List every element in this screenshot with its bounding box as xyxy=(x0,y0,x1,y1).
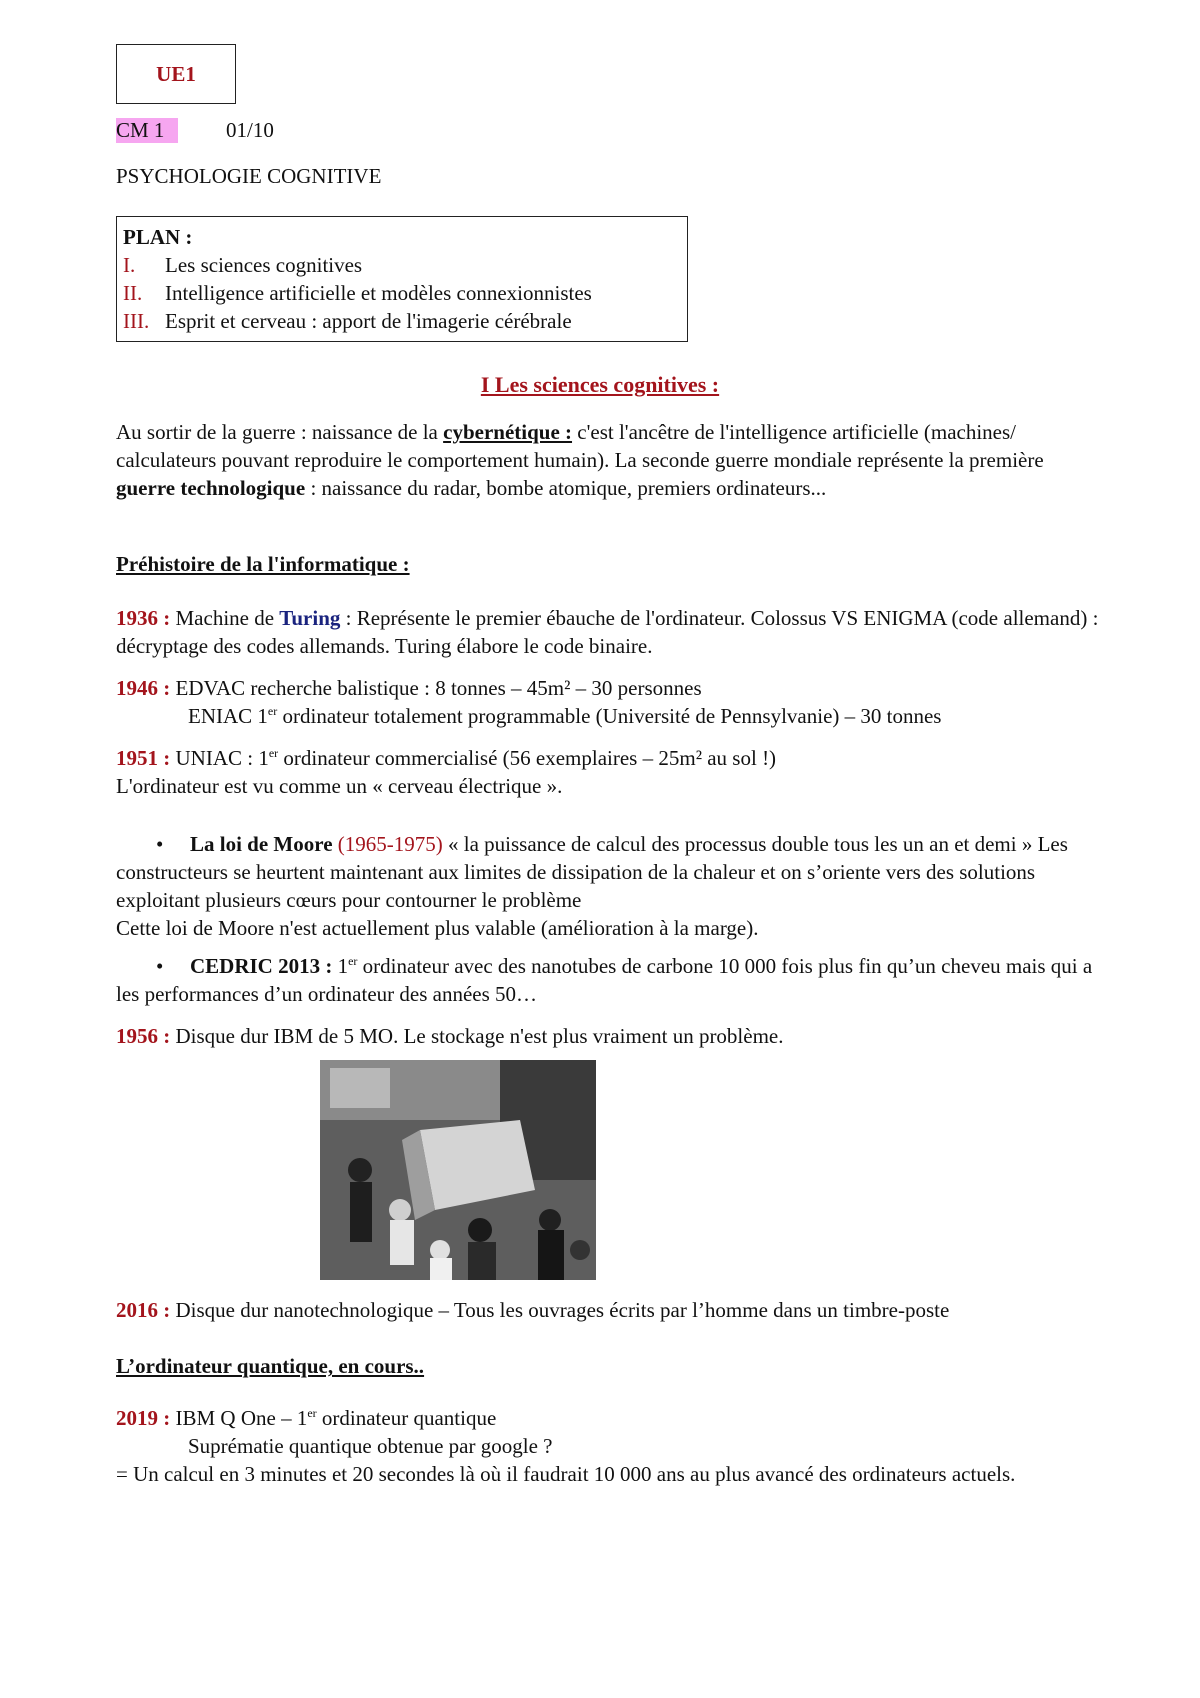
plan-item-1: I. Les sciences cognitives xyxy=(123,253,363,277)
subject-title: PSYCHOLOGIE COGNITIVE xyxy=(116,164,382,188)
moore-law-item: • La loi de Moore (1965-1975) « la puissance de calcul des processus double tous les un an et demi » Les constructeurs se heurtent maintenant aux limites de dissipation de la chaleur et on s’oriente vers des solutions exploitant plusieurs cœurs pour contourner le problème Cette loi de Moore n'est actuellement plus valable (amélioration à la marge). xyxy=(116,832,1068,940)
quantum-heading: L’ordinateur quantique, en cours.. xyxy=(116,1354,425,1378)
ue-label-box xyxy=(116,44,236,104)
entry-2016: 2016 : Disque dur nanotechnologique – Tous les ouvrages écrits par l’homme dans un timbre-poste xyxy=(116,1298,950,1322)
plan-title: PLAN : xyxy=(123,225,193,249)
plan-item-3: III. Esprit et cerveau : apport de l'imagerie cérébrale xyxy=(123,309,572,333)
entry-1936: 1936 : Machine de Turing : Représente le premier ébauche de l'ordinateur. Colossus VS ENIGMA (code allemand) : décryptage des codes allemands. Turing élabore le code binaire. xyxy=(116,606,1099,658)
entry-2019: 2019 : IBM Q One – 1er ordinateur quantique Suprématie quantique obtenue par google ? = Un calcul en 3 minutes et 20 secondes là où il faudrait 10 000 ans au plus avancé des ordinateurs actuels. xyxy=(116,1406,1016,1486)
intro-paragraph: Au sortir de la guerre : naissance de la cybernétique : c'est l'ancêtre de l'intelligence artificielle (machines/ calculateurs pouvant reproduire le comportement humain). La seconde guerre mondiale représente la première guerre technologique : naissance du radar, bombe atomique, premiers ordinateurs... xyxy=(116,420,1044,500)
entry-1956: 1956 : Disque dur IBM de 5 MO. Le stockage n'est plus vraiment un problème. xyxy=(116,1024,784,1048)
plan-item-2: II. Intelligence artificielle et modèles connexionnistes xyxy=(123,281,592,305)
cm-date: 01/10 xyxy=(226,118,274,142)
plan-box xyxy=(116,216,688,342)
ibm-disk-photo xyxy=(320,1060,596,1280)
entry-1946: 1946 : EDVAC recherche balistique : 8 tonnes – 45m² – 30 personnes ENIAC 1er ordinateur totalement programmable (Université de Pennsylvanie) – 30 tonnes xyxy=(116,676,942,728)
ue-label: UE1 xyxy=(156,61,196,86)
cedric-item: • CEDRIC 2013 : 1er ordinateur avec des nanotubes de carbone 10 000 fois plus fin qu’un cheveu mais qui a les performances d’un ordinateur des années 50… xyxy=(116,954,1093,1006)
entry-1951: 1951 : UNIAC : 1er ordinateur commercialisé (56 exemplaires – 25m² au sol !) L'ordinateur est vu comme un « cerveau électrique ». xyxy=(116,746,777,798)
cm-label: CM 1 xyxy=(116,118,178,143)
section-title: I Les sciences cognitives : xyxy=(480,372,720,397)
prehistory-heading: Préhistoire de la l'informatique : xyxy=(116,552,410,576)
